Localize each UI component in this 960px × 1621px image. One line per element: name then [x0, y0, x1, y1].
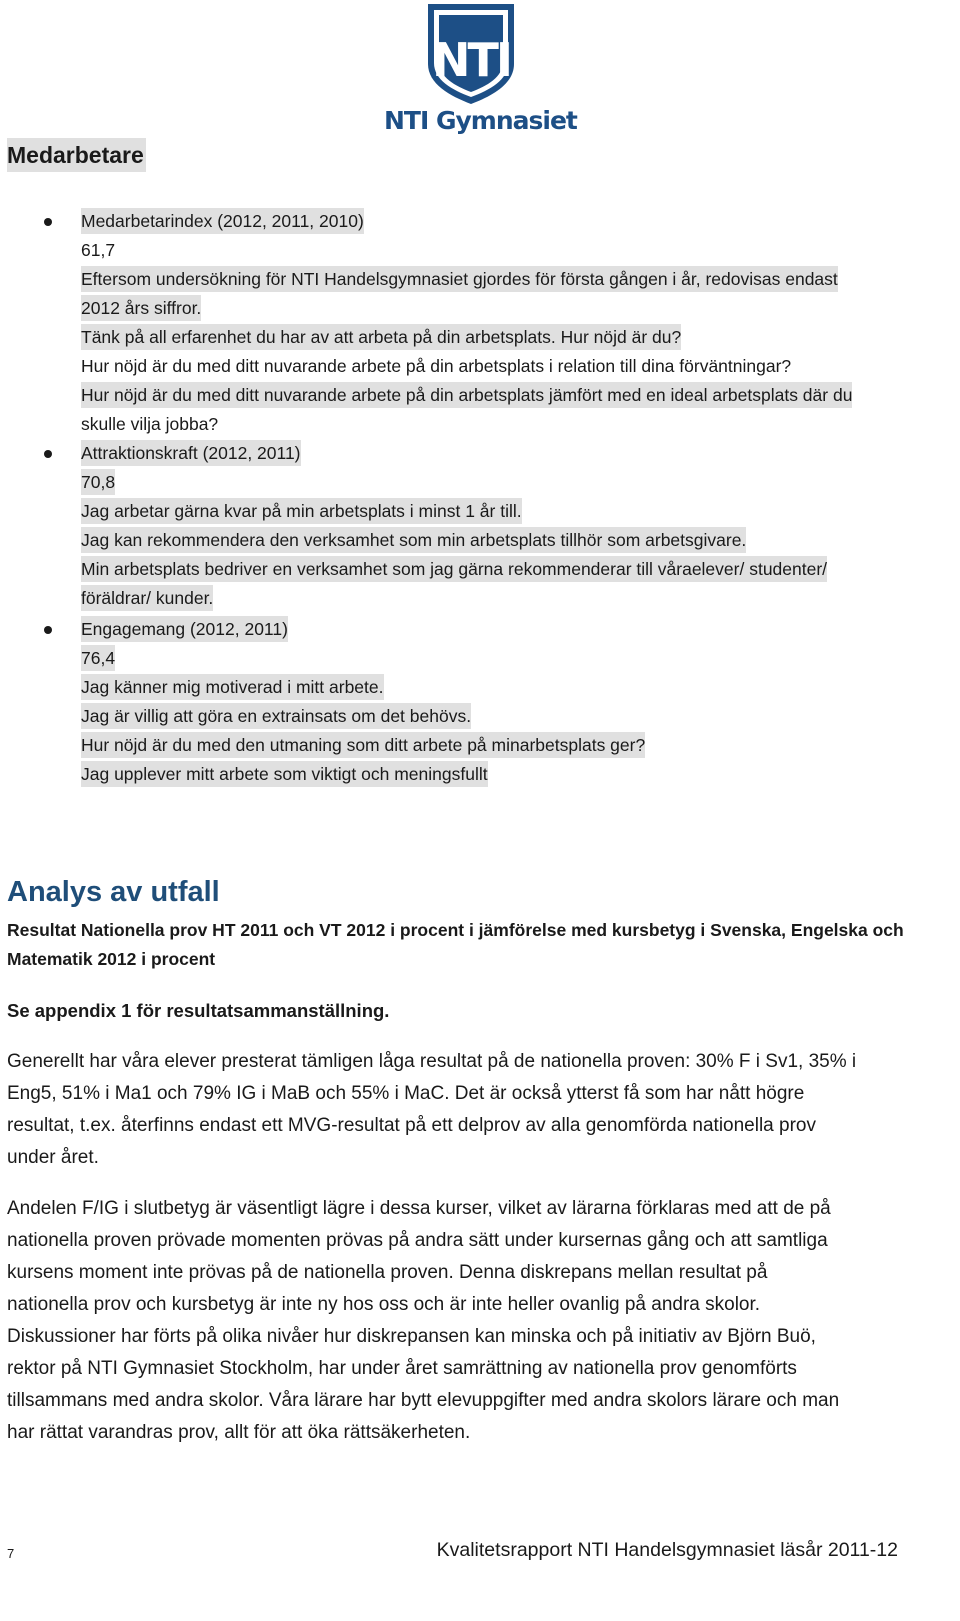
paragraph-line: rektor på NTI Gymnasiet Stockholm, har under året samrättning av nationella prov genomförts: [7, 1358, 797, 1379]
list-item-text: Jag upplever mitt arbete som viktigt och meningsfullt: [81, 761, 488, 787]
list-item-text: Jag känner mig motiverad i mitt arbete.: [81, 674, 384, 700]
paragraph-line: resultat, t.ex. återfinns endast ett MVG-resultat på ett delprov av alla genomförda nationella prov: [7, 1115, 816, 1136]
section-subtitle: Resultat Nationella prov HT 2011 och VT 2012 i procent i jämförelse med kursbetyg i Svenska, Engelska och: [7, 920, 904, 940]
list-item-text: Jag kan rekommendera den verksamhet som min arbetsplats tillhör som arbetsgivare.: [81, 527, 746, 553]
section-subtitle: Matematik 2012 i procent: [7, 949, 216, 969]
paragraph-line: nationella prov och kursbetyg är inte ny hos oss och är inte heller ovanlig på andra skolor.: [7, 1294, 761, 1315]
appendix-note: Se appendix 1 för resultatsammanställning.: [7, 1000, 390, 1021]
paragraph-line: nationella proven prövade momenten prövas på andra sätt under kursernas gång och att samtliga: [7, 1230, 828, 1251]
page-title: Medarbetare: [7, 138, 146, 172]
list-item-text: Min arbetsplats bedriver en verksamhet som jag gärna rekommenderar till våraelever/ studenter/: [81, 556, 827, 582]
shield-icon: [384, 2, 558, 106]
paragraph-line: under året.: [7, 1147, 99, 1168]
paragraph-line: Diskussioner har förts på olika nivåer hur diskrepansen kan minska och på initiativ av Björn Buö,: [7, 1326, 816, 1347]
list-item-title: Attraktionskraft (2012, 2011): [81, 440, 301, 466]
paragraph-line: Andelen F/IG i slutbetyg är väsentligt lägre i dessa kurser, vilket av lärarna förklaras med att de på: [7, 1198, 831, 1219]
list-item-text: Jag är villig att göra en extrainsats om det behövs.: [81, 703, 471, 729]
list-item-title: Medarbetarindex (2012, 2011, 2010): [81, 208, 364, 234]
list-item-text: Tänk på all erfarenhet du har av att arbeta på din arbetsplats. Hur nöjd är du?: [81, 324, 681, 350]
logo-text: NTI Gymnasiet: [384, 106, 577, 135]
list-item-value: 76,4: [81, 645, 115, 671]
list-item-text: Hur nöjd är du med ditt nuvarande arbete på din arbetsplats jämfört med en ideal arbetsplats där du: [81, 382, 852, 408]
paragraph-line: Generellt har våra elever presterat tämligen låga resultat på de nationella proven: 30% F i Sv1, 35% i: [7, 1051, 857, 1072]
list-item-text: föräldrar/ kunder.: [81, 585, 213, 611]
list-item-value: 70,8: [81, 469, 115, 495]
bullet-icon: [44, 626, 52, 634]
paragraph-line: kursens moment inte prövas på de nationella proven. Denna diskrepans mellan resultat på: [7, 1262, 768, 1283]
list-item-text: Jag arbetar gärna kvar på min arbetsplats i minst 1 år till.: [81, 498, 522, 524]
paragraph-line: har rättat varandras prov, allt för att öka rättsäkerheten.: [7, 1422, 471, 1443]
section-title: Analys av utfall: [7, 876, 220, 908]
bullet-icon: [44, 450, 52, 458]
svg-text:NTI: NTI: [432, 33, 510, 87]
footer-title: Kvalitetsrapport NTI Handelsgymnasiet läsår 2011-12: [436, 1539, 898, 1561]
paragraph-line: tillsammans med andra skolor. Våra lärare har bytt elevuppgifter med andra skolors lärare och man: [7, 1390, 840, 1411]
list-item-text: Eftersom undersökning för NTI Handelsgymnasiet gjordes för första gången i år, redovisas endast: [81, 266, 838, 292]
list-item-text: 2012 års siffror.: [81, 295, 201, 321]
bullet-icon: [44, 218, 52, 226]
list-item-value: 61,7: [81, 240, 116, 260]
nti-logo: [384, 2, 577, 140]
page-number: 7: [7, 1546, 15, 1561]
list-item-text: Hur nöjd är du med den utmaning som ditt arbete på minarbetsplats ger?: [81, 732, 645, 758]
list-item-title: Engagemang (2012, 2011): [81, 616, 288, 642]
list-item-text: Hur nöjd är du med ditt nuvarande arbete på din arbetsplats i relation till dina förväntningar?: [81, 356, 792, 376]
paragraph-line: Eng5, 51% i Ma1 och 79% IG i MaB och 55% i MaC. Det är också ytterst få som har nått högre: [7, 1083, 805, 1104]
list-item-text: skulle vilja jobba?: [81, 414, 219, 434]
